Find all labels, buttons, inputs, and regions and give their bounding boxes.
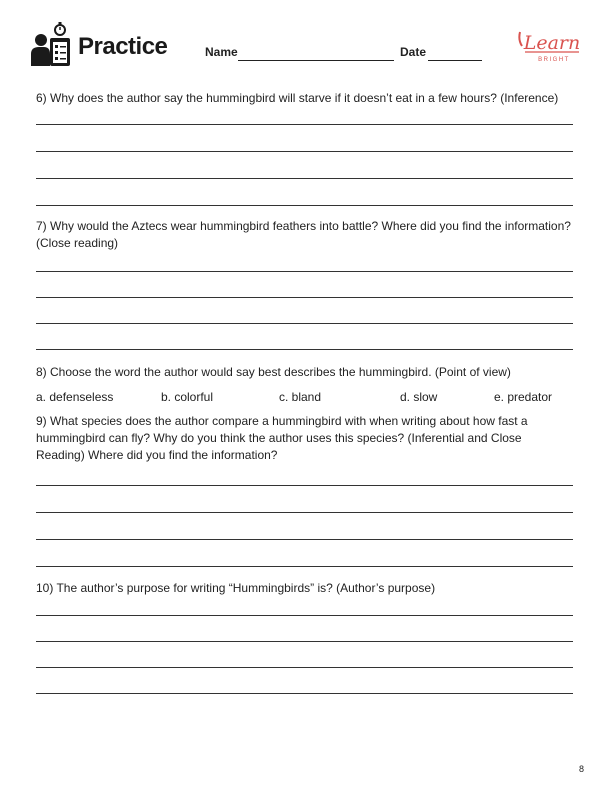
answer-line[interactable]: [36, 667, 573, 668]
answer-line[interactable]: [36, 539, 573, 540]
answer-line[interactable]: [36, 349, 573, 350]
logo-text: Learn: [523, 32, 581, 54]
choice-a[interactable]: a. defenseless: [36, 390, 114, 404]
name-label: Name: [205, 45, 238, 59]
learn-bright-logo: [517, 26, 587, 66]
answer-line[interactable]: [36, 178, 573, 179]
name-field[interactable]: [238, 60, 394, 61]
answer-line[interactable]: [36, 205, 573, 206]
answer-line[interactable]: [36, 615, 573, 616]
choice-c[interactable]: c. bland: [279, 390, 322, 404]
choice-b[interactable]: b. colorful: [161, 390, 214, 404]
answer-line[interactable]: [36, 641, 573, 642]
question-7: 7) Why would the Aztecs wear hummingbird feathers into battle? Where did you find the information? (Close reading): [36, 219, 571, 250]
question-6: 6) Why does the author say the hummingbird will starve if it doesn’t eat in a few hours? (Inference): [36, 91, 559, 105]
date-field[interactable]: [428, 60, 482, 61]
choice-e[interactable]: e. predator: [494, 390, 553, 404]
answer-line[interactable]: [36, 693, 573, 694]
question-10: 10) The author’s purpose for writing “Hummingbirds” is? (Author’s purpose): [36, 581, 436, 595]
answer-line[interactable]: [36, 485, 573, 486]
date-label: Date: [400, 45, 427, 59]
page-title: Practice: [78, 33, 168, 60]
answer-line[interactable]: [36, 323, 573, 324]
question-8: 8) Choose the word the author would say best describes the hummingbird. (Point of view): [36, 365, 511, 379]
student-worksheet-timer-icon: [30, 22, 74, 68]
logo-subtext: BRIGHT: [538, 57, 570, 63]
answer-line[interactable]: [36, 151, 573, 152]
answer-line[interactable]: [36, 512, 573, 513]
answer-line[interactable]: [36, 297, 573, 298]
choice-d[interactable]: d. slow: [400, 390, 438, 404]
question-9: 9) What species does the author compare a hummingbird with when writing about how fast a hummingbird can fly? Why do you think the author uses this species? (Inferential and Close Reading) Where did you find the information?: [36, 414, 528, 462]
answer-line[interactable]: [36, 566, 573, 567]
page-number: 8: [579, 764, 585, 774]
answer-line[interactable]: [36, 271, 573, 272]
answer-line[interactable]: [36, 124, 573, 125]
